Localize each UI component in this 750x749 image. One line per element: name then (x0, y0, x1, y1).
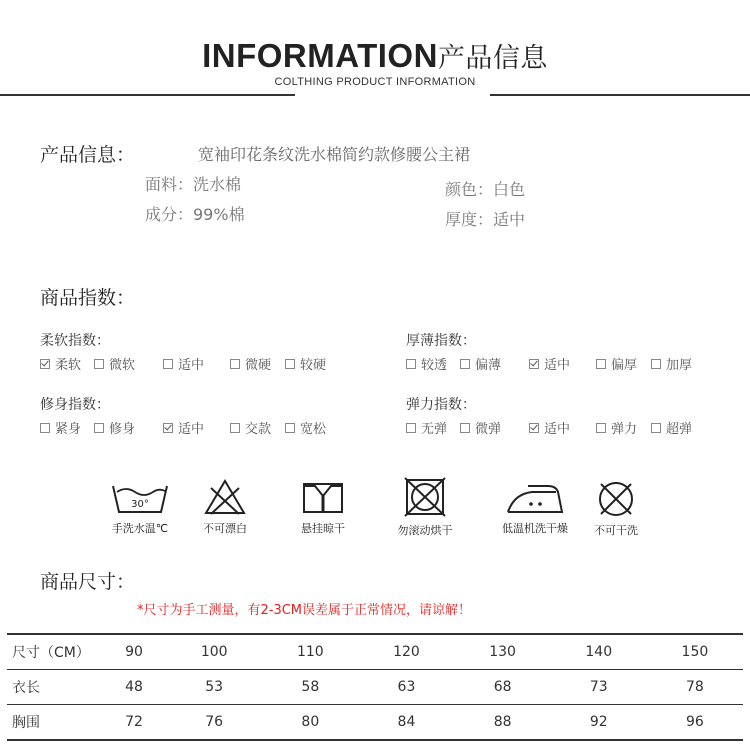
care-label: 勿滚动烘干 (397, 524, 453, 537)
no-tumble-dry-icon (403, 476, 447, 518)
table-cell: 76 (166, 705, 262, 741)
index-option[interactable] (596, 354, 637, 373)
composition-value: 成分：99%棉 (145, 205, 245, 224)
table-row (7, 634, 743, 670)
index-option[interactable] (94, 418, 135, 437)
checkbox[interactable] (230, 423, 240, 433)
table-cell: 90 (102, 634, 166, 670)
care-no-tumble (380, 476, 470, 538)
checkbox[interactable] (40, 423, 50, 433)
table-row (7, 670, 743, 705)
table-cell: 96 (647, 705, 743, 741)
table-cell: 80 (262, 705, 358, 741)
index-option-label: 微硬 (245, 358, 272, 373)
no-bleach-icon (203, 478, 247, 516)
checkbox[interactable] (94, 359, 104, 369)
index-option-label: 偏厚 (611, 358, 638, 373)
page-title-cn: 产品信息 (437, 43, 548, 74)
index-option-label: 无弹 (421, 422, 448, 437)
size-table (7, 633, 743, 741)
care-no-dry-clean (578, 480, 654, 538)
table-cell: 72 (102, 705, 166, 741)
checkbox-checked[interactable] (529, 423, 539, 433)
index-option-label: 适中 (544, 358, 571, 373)
index-option-label: 柔软 (55, 358, 82, 373)
index-option[interactable] (230, 354, 271, 373)
index-option[interactable] (460, 354, 501, 373)
care-no-bleach (185, 478, 265, 536)
table-cell: 140 (551, 634, 647, 670)
index-option[interactable] (163, 354, 204, 373)
checkbox-checked[interactable] (163, 423, 173, 433)
table-cell: 73 (551, 670, 647, 705)
checkbox[interactable] (406, 423, 416, 433)
index-option[interactable] (40, 418, 81, 437)
checkbox-checked[interactable] (40, 359, 50, 369)
care-temp: 30° (131, 499, 149, 510)
indices-heading: 商品指数： (40, 287, 136, 309)
index-option-label: 宽松 (300, 422, 327, 437)
row-header-cell: 尺寸（CM） (7, 634, 102, 670)
index-option[interactable] (460, 418, 501, 437)
product-name: 宽袖印花条纹洗水棉简约款修腰公主裙 (198, 145, 471, 164)
index-group-title: 弹力指数： (406, 397, 476, 413)
index-option-label: 适中 (178, 422, 205, 437)
index-option[interactable] (94, 354, 135, 373)
index-group-title: 柔软指数： (40, 333, 110, 349)
hand-wash-30-icon (109, 480, 171, 516)
index-option[interactable] (163, 418, 204, 437)
table-cell: 150 (647, 634, 743, 670)
page-subtitle: COLTHING PRODUCT INFORMATION (274, 76, 476, 88)
table-cell: 68 (455, 670, 551, 705)
divider-left (0, 94, 295, 96)
checkbox-checked[interactable] (529, 359, 539, 369)
checkbox[interactable] (285, 423, 295, 433)
index-option-label: 较硬 (300, 358, 327, 373)
index-option[interactable] (596, 418, 637, 437)
checkbox[interactable] (285, 359, 295, 369)
table-cell: 84 (358, 705, 454, 741)
fabric-value: 面料：洗水棉 (145, 175, 242, 194)
table-cell: 92 (551, 705, 647, 741)
index-option[interactable] (285, 418, 326, 437)
index-option[interactable] (40, 354, 81, 373)
size-note: *尺寸为手工测量，有2-3CM误差属于正常情况，请谅解！ (137, 603, 472, 618)
checkbox[interactable] (596, 423, 606, 433)
index-option-label: 超弹 (666, 422, 693, 437)
size-heading: 商品尺寸： (40, 571, 136, 593)
table-row (7, 705, 743, 741)
table-cell: 120 (358, 634, 454, 670)
low-iron-icon (504, 480, 566, 516)
care-label: 悬挂晾干 (301, 522, 345, 535)
index-option[interactable] (529, 354, 570, 373)
checkbox[interactable] (596, 359, 606, 369)
care-label: 不可干洗 (594, 524, 638, 537)
index-option[interactable] (651, 418, 692, 437)
index-option-label: 微弹 (475, 422, 502, 437)
checkbox[interactable] (460, 359, 470, 369)
table-cell: 78 (647, 670, 743, 705)
hang-dry-icon (301, 478, 345, 516)
product-info-heading: 产品信息： (40, 144, 136, 166)
care-label: 不可漂白 (203, 522, 247, 535)
care-low-iron (475, 480, 595, 536)
index-option[interactable] (230, 418, 271, 437)
table-cell: 130 (455, 634, 551, 670)
color-value: 颜色：白色 (445, 180, 526, 199)
care-label: 低温机洗干燥 (502, 522, 568, 535)
index-option[interactable] (406, 418, 447, 437)
index-option[interactable] (406, 354, 447, 373)
index-option-label: 适中 (544, 422, 571, 437)
index-option-label: 微软 (109, 358, 136, 373)
table-cell: 88 (455, 705, 551, 741)
index-group-title: 厚薄指数： (406, 333, 476, 349)
table-cell: 48 (102, 670, 166, 705)
table-cell: 58 (262, 670, 358, 705)
index-option-label: 弹力 (611, 422, 638, 437)
table-cell: 53 (166, 670, 262, 705)
index-option-label: 修身 (109, 422, 136, 437)
table-cell: 63 (358, 670, 454, 705)
index-option-label: 偏薄 (475, 358, 502, 373)
index-option-label: 交款 (245, 422, 272, 437)
care-hang-dry (283, 478, 363, 536)
row-header-cell: 衣长 (7, 670, 102, 705)
checkbox[interactable] (460, 423, 470, 433)
index-group-title: 修身指数： (40, 397, 110, 413)
table-cell: 100 (166, 634, 262, 670)
table-cell: 110 (262, 634, 358, 670)
care-label: 手洗水温℃ (111, 522, 169, 535)
checkbox[interactable] (651, 359, 661, 369)
index-option[interactable] (651, 354, 692, 373)
divider-right (490, 94, 750, 96)
index-option[interactable] (285, 354, 326, 373)
care-hand-wash (95, 480, 185, 536)
checkbox[interactable] (651, 423, 661, 433)
thickness-value: 厚度：适中 (445, 210, 526, 229)
index-option-label: 加厚 (666, 358, 693, 373)
index-option-label: 较透 (421, 358, 448, 373)
checkbox[interactable] (94, 423, 104, 433)
index-option-label: 紧身 (55, 422, 82, 437)
page-title-en: INFORMATION (202, 37, 438, 74)
checkbox[interactable] (163, 359, 173, 369)
checkbox[interactable] (230, 359, 240, 369)
checkbox[interactable] (406, 359, 416, 369)
index-option[interactable] (529, 418, 570, 437)
no-dry-clean-icon (595, 480, 637, 518)
row-header-cell: 胸围 (7, 705, 102, 741)
index-option-label: 适中 (178, 358, 205, 373)
page-title (0, 36, 750, 75)
